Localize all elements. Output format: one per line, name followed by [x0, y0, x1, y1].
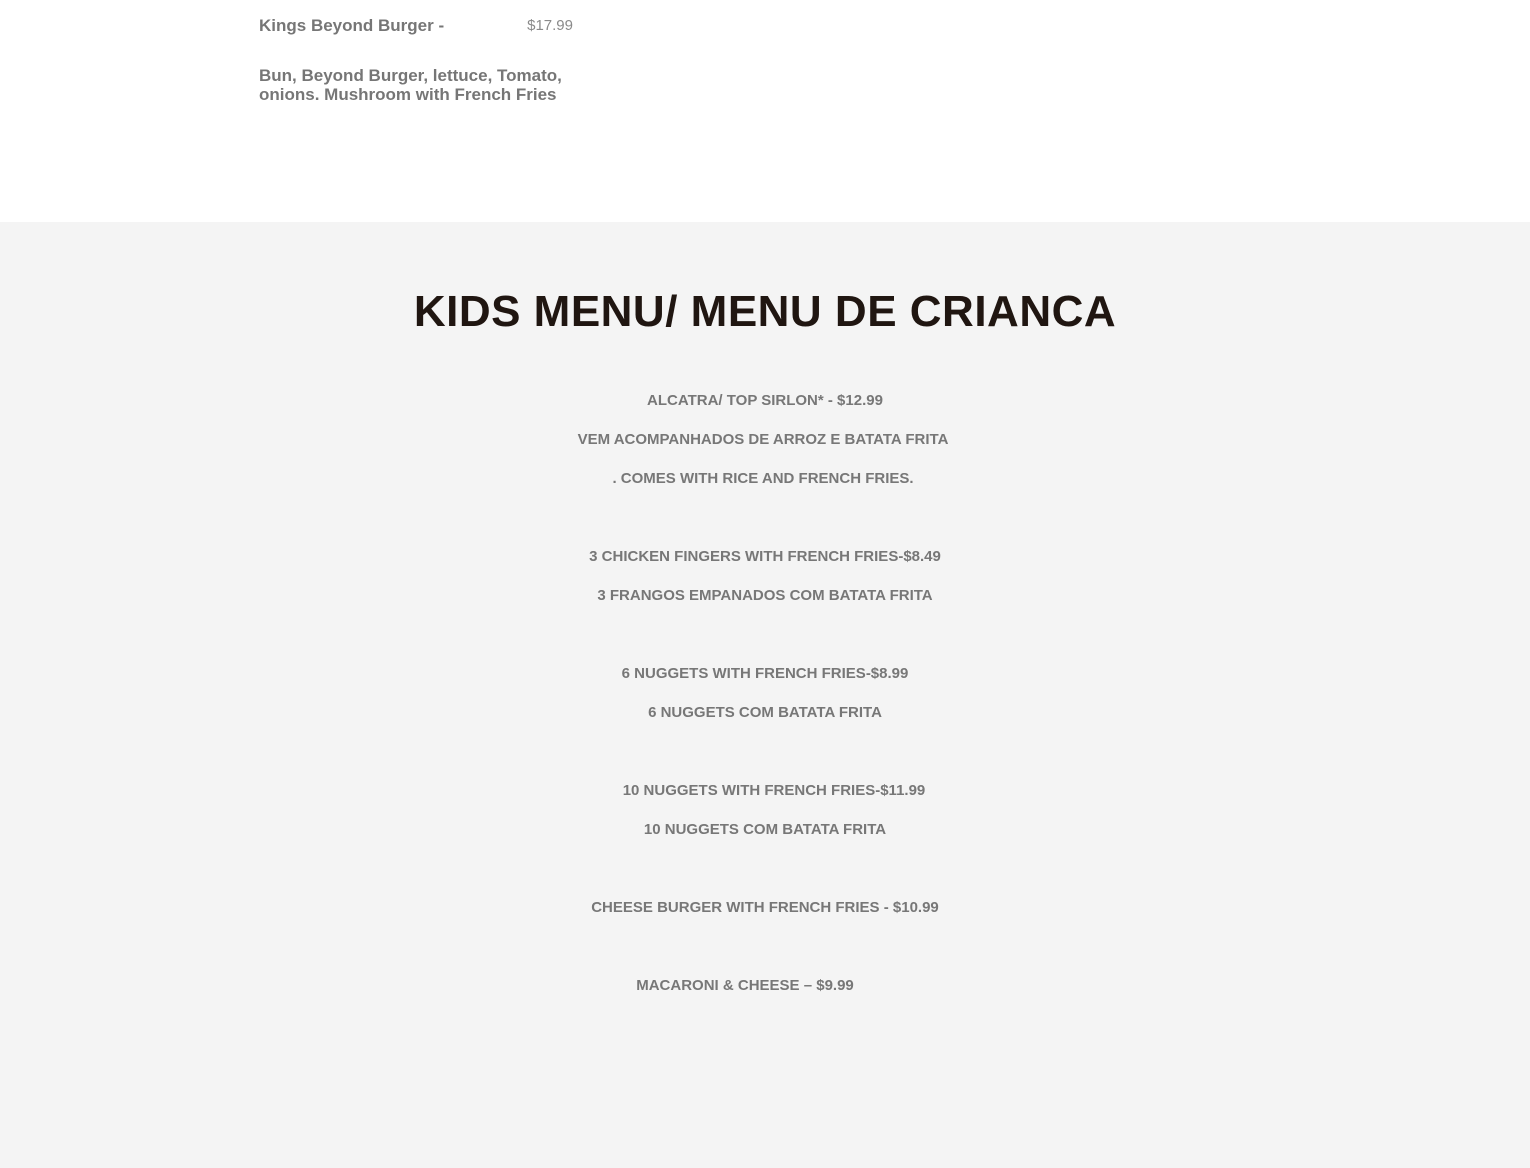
kids-menu-section [0, 222, 1530, 1168]
kids-menu-line: CHEESE BURGER WITH FRENCH FRIES - $10.99 [591, 899, 939, 916]
kids-menu-line: MACARONI & CHEESE – $9.99 [636, 977, 854, 994]
kids-menu-title: KIDS MENU/ MENU DE CRIANCA [413, 287, 1117, 336]
kids-menu-line: ALCATRA/ TOP SIRLON* - $12.99 [647, 392, 883, 409]
kids-menu-line: VEM ACOMPANHADOS DE ARROZ E BATATA FRITA [577, 431, 949, 448]
previous-menu-section [0, 0, 1530, 222]
kids-menu-line: 6 NUGGETS WITH FRENCH FRIES-$8.99 [621, 665, 909, 682]
kids-menu-line: 3 FRANGOS EMPANADOS COM BATATA FRITA [597, 587, 933, 604]
kids-menu-line: 6 NUGGETS COM BATATA FRITA [648, 704, 882, 721]
menu-item-price: $17.99 [527, 17, 573, 34]
menu-item-header [259, 16, 573, 38]
kids-menu-line: 10 NUGGETS WITH FRENCH FRIES-$11.99 [622, 782, 926, 799]
kids-menu-line: 10 NUGGETS COM BATATA FRITA [643, 821, 887, 838]
menu-item-description: Bun, Beyond Burger, lettuce, Tomato, onions. Mushroom with French Fries [259, 66, 562, 104]
kids-menu-line: 3 CHICKEN FINGERS WITH FRENCH FRIES-$8.49 [589, 548, 941, 565]
kids-menu-line: . COMES WITH RICE AND FRENCH FRIES. [612, 470, 914, 487]
menu-item-kings-beyond-burger [259, 16, 573, 104]
menu-item-name: Kings Beyond Burger - [259, 16, 445, 35]
